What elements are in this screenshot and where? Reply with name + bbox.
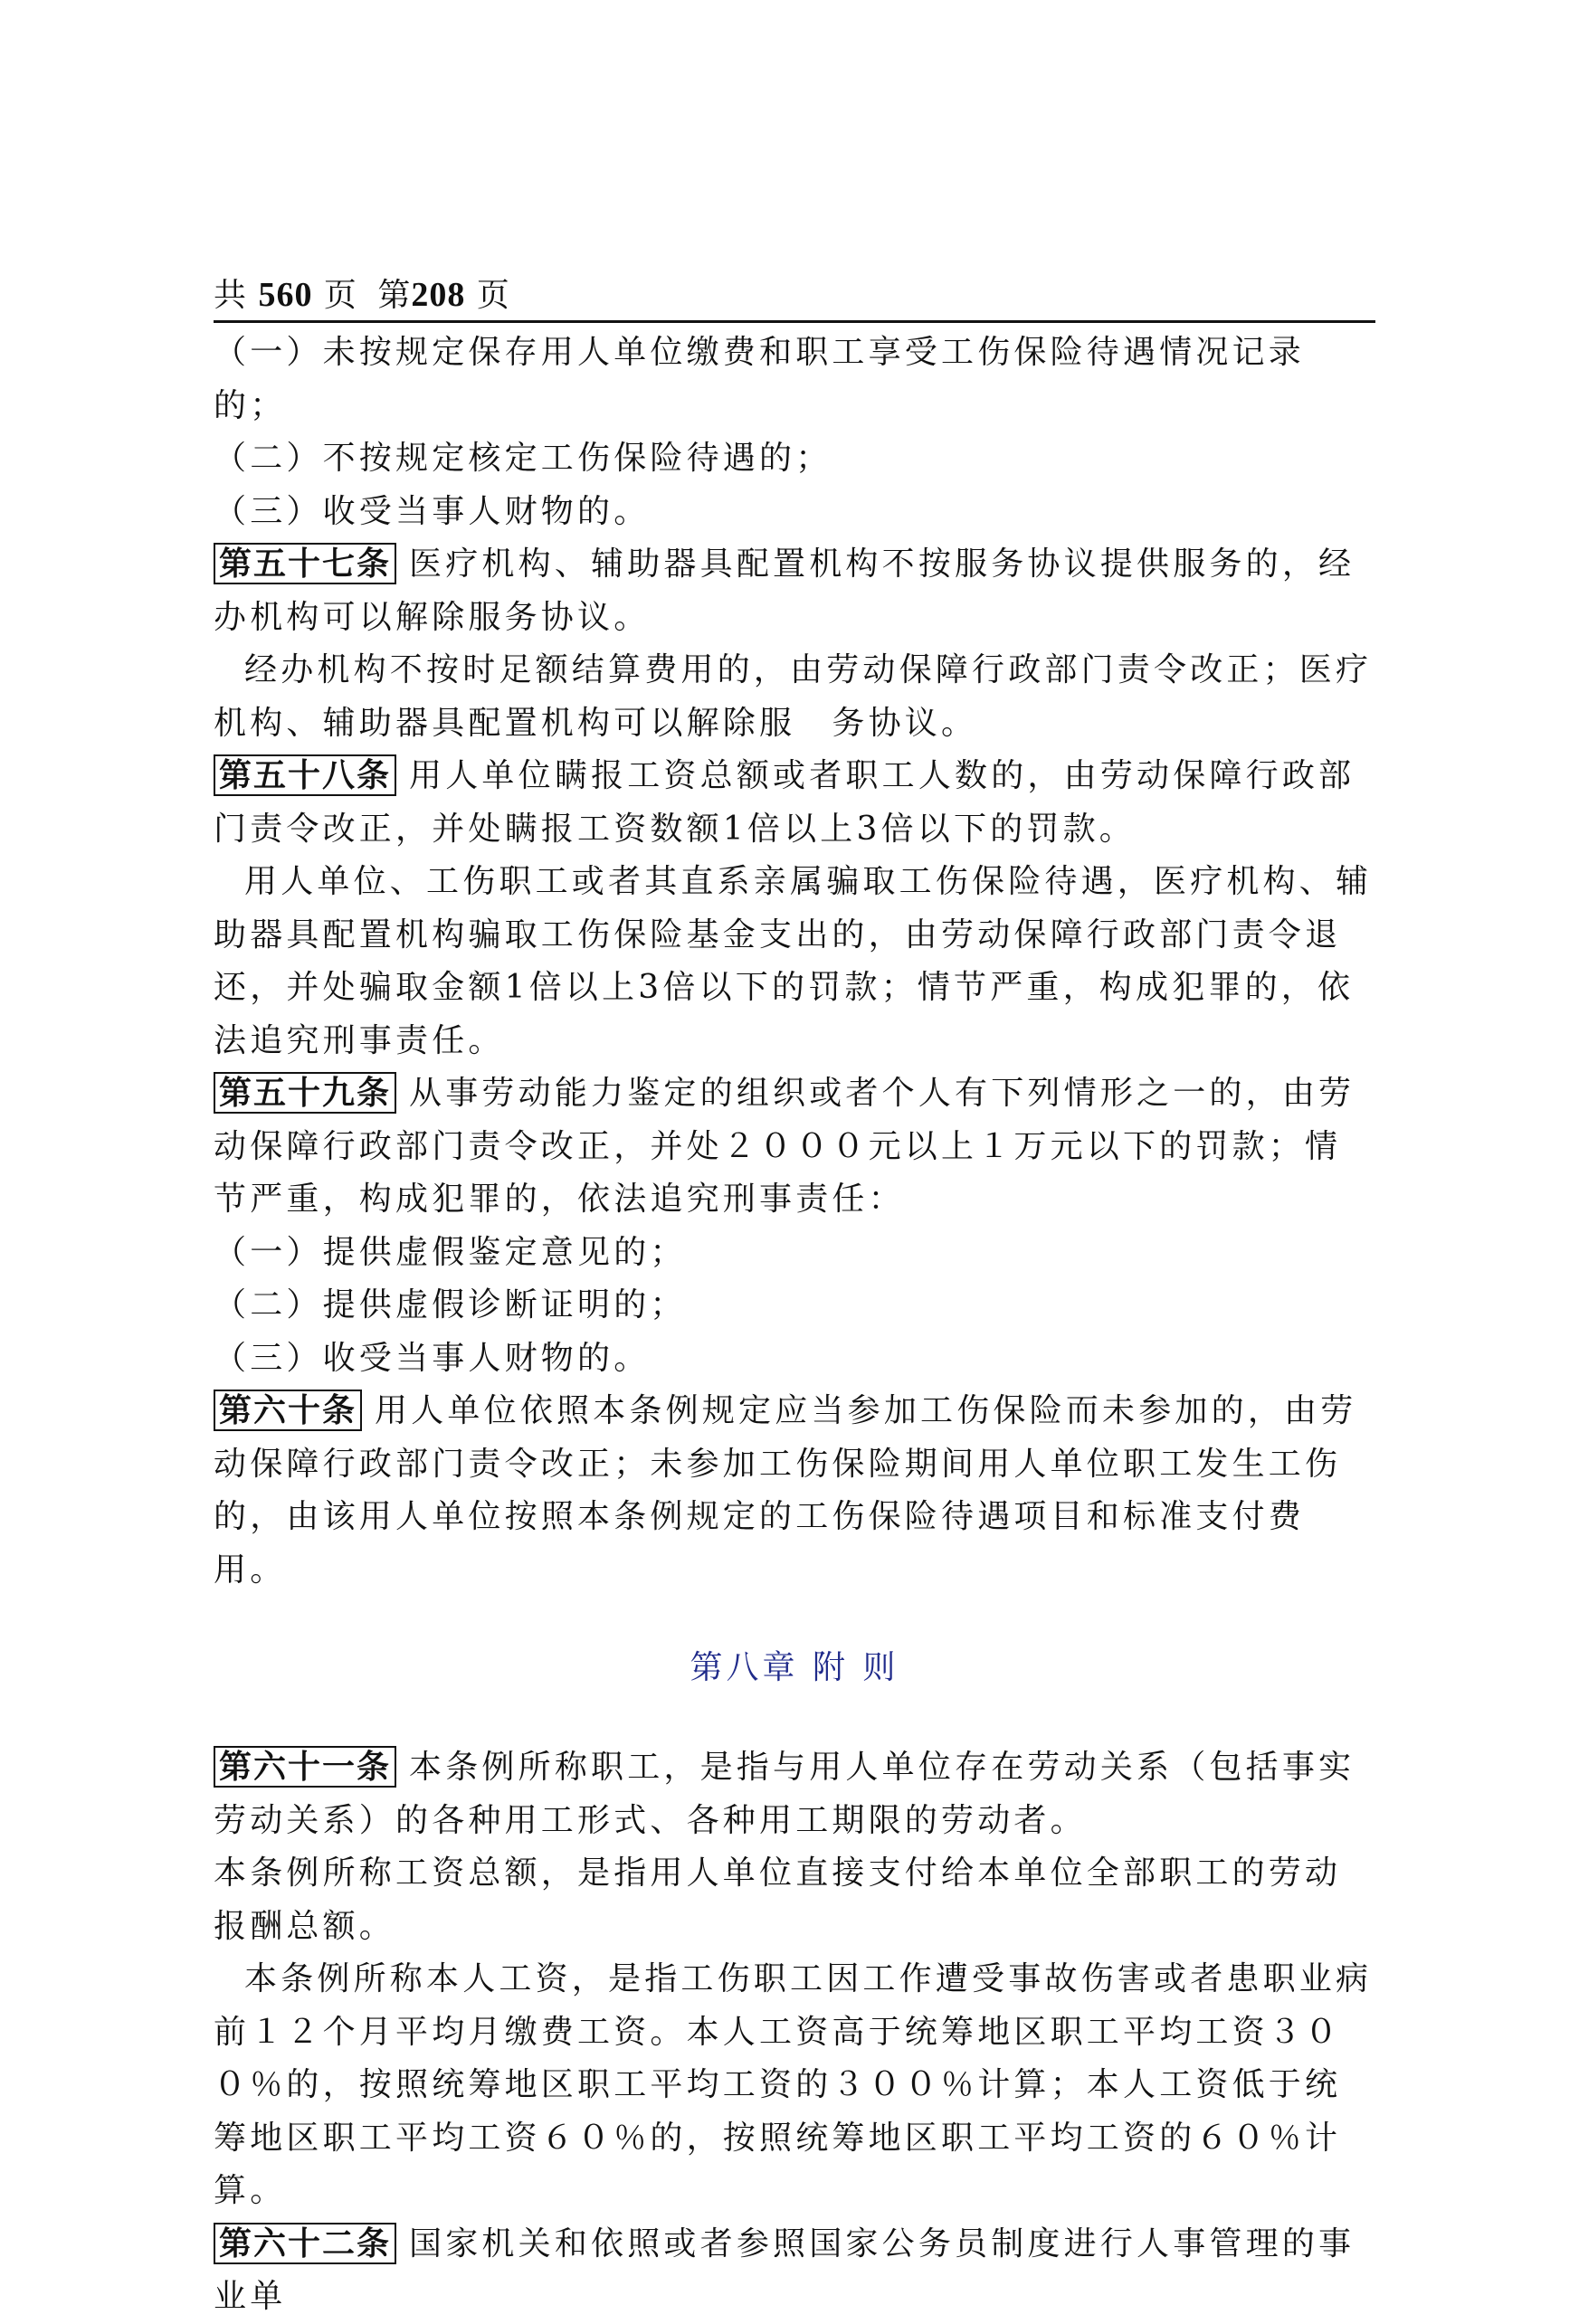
paragraph — [214, 1333, 1375, 1386]
current-prefix: 第 — [377, 277, 412, 314]
paragraph — [214, 1847, 1375, 1953]
paragraph-text: （二）提供虚假诊断证明的； — [214, 1286, 687, 1323]
paragraph-text: 用人单位、工伤职工或者其直系亲属骗取工伤保险待遇，医疗机构、辅助器具配置机构骗取工伤保险基金支出的，由劳动保障行政部门责令退还，并处骗取金额1倍以上3倍以下的罚款；情节严重，构成犯罪的，依法追究刑事责任。 — [214, 863, 1373, 1059]
paragraph-text: 用人单位依照本条例规定应当参加工伤保险而未参加的，由劳动保障行政部门责令改正；未参加工伤保险期间用人单位职工发生工伤的，由该用人单位按照本条例规定的工伤保险待遇项目和标准支付费用。 — [214, 1392, 1357, 1589]
page-header — [214, 271, 1375, 323]
paragraph-text: 国家机关和依照或者参照国家公务员制度进行人事管理的事业单 — [214, 2224, 1355, 2315]
current-suffix: 页 — [476, 277, 510, 314]
paragraph-text: （一）未按规定保存用人单位缴费和职工享受工伤保险待遇情况记录的； — [214, 334, 1306, 424]
paragraph-text: 经办机构不按时足额结算费用的，由劳动保障行政部门责令改正；医疗机构、辅助器具配置机构可以解除服 务协议。 — [214, 651, 1373, 742]
paragraph — [214, 327, 1375, 432]
article-paragraph — [214, 1741, 1375, 1847]
articles-section-bottom — [214, 1741, 1375, 2324]
total-suffix: 页 — [323, 277, 357, 314]
total-prefix: 共 — [214, 277, 248, 314]
article-paragraph — [214, 1067, 1375, 1227]
total-pages: 560 — [258, 276, 313, 314]
paragraph — [214, 1953, 1375, 2218]
document-page — [214, 271, 1375, 2324]
paragraph-text: 本条例所称职工，是指与用人单位存在劳动关系（包括事实劳动关系）的各种用工形式、各种用工期限的劳动者。 — [214, 1749, 1355, 1839]
article-number-label: 第五十七条 — [214, 543, 396, 584]
document-body — [214, 327, 1375, 2324]
paragraph — [214, 1227, 1375, 1280]
article-paragraph — [214, 750, 1375, 856]
paragraph — [214, 856, 1375, 1067]
article-number-label: 第六十一条 — [214, 1746, 396, 1788]
chapter-title: 第八章 附 则 — [690, 1649, 899, 1686]
article-number-label: 第六十条 — [214, 1390, 362, 1431]
article-number-label: 第五十九条 — [214, 1072, 396, 1114]
current-page: 208 — [411, 276, 466, 314]
paragraph-text: （三）收受当事人财物的。 — [214, 1339, 651, 1377]
paragraph-text: 用人单位瞒报工资总额或者职工人数的，由劳动保障行政部门责令改正，并处瞒报工资数额1倍以上3倍以下的罚款。 — [214, 757, 1355, 848]
article-number-label: 第五十八条 — [214, 754, 396, 796]
paragraph — [214, 432, 1375, 486]
paragraph-text: （一）提供虚假鉴定意见的； — [214, 1233, 687, 1271]
paragraph — [214, 644, 1375, 750]
articles-section-top — [214, 327, 1375, 1597]
paragraph-text: 本条例所称本人工资，是指工伤职工因工作遭受事故伤害或者患职业病前１２个月平均月缴费工资。本人工资高于统筹地区职工平均工资３００％的，按照统筹地区职工平均工资的３００％计算；本人工资低于统筹地区职工平均工资６０％的，按照统筹地区职工平均工资的６０％计算。 — [214, 1960, 1373, 2209]
paragraph-text: （三）收受当事人财物的。 — [214, 492, 651, 530]
article-paragraph — [214, 2218, 1375, 2324]
paragraph-text: （二）不按规定核定工伤保险待遇的； — [214, 440, 832, 477]
article-paragraph — [214, 1385, 1375, 1597]
paragraph — [214, 486, 1375, 539]
paragraph-text: 本条例所称工资总额，是指用人单位直接支付给本单位全部职工的劳动报酬总额。 — [214, 1854, 1342, 1945]
paragraph — [214, 1279, 1375, 1333]
article-paragraph — [214, 538, 1375, 644]
paragraph-text: 从事劳动能力鉴定的组织或者个人有下列情形之一的，由劳动保障行政部门责令改正，并处２０００元以上１万元以下的罚款；情节严重，构成犯罪的，依法追究刑事责任： — [214, 1075, 1355, 1218]
paragraph-text: 医疗机构、辅助器具配置机构不按服务协议提供服务的，经办机构可以解除服务协议。 — [214, 545, 1355, 636]
article-number-label: 第六十二条 — [214, 2223, 396, 2264]
